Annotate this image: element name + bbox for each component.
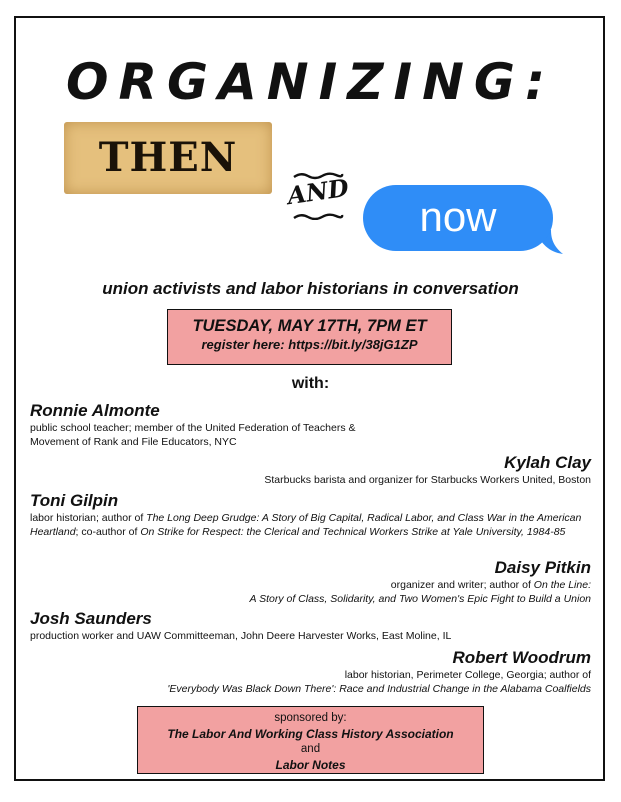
speaker-desc-line: production worker and UAW Committeeman, John Deere Harvester Works, East Moline, IL <box>30 630 452 642</box>
then-paper-label <box>64 122 272 194</box>
speaker-desc-line: public school teacher; member of the United Federation of Teachers & <box>30 422 356 434</box>
book-title: On the Line: <box>533 579 591 591</box>
speaker-name: Robert Woodrum <box>452 648 591 667</box>
and-wave-bottom-icon <box>292 212 344 220</box>
event-info-box <box>167 309 452 365</box>
register-link[interactable]: register here: https://bit.ly/38jG1ZP <box>201 337 418 352</box>
sponsor-org: Labor Notes <box>275 757 346 772</box>
speaker-name: Josh Saunders <box>30 609 152 628</box>
book-title: 'Everybody Was Black Down There' <box>167 683 334 695</box>
now-text: now <box>419 193 497 240</box>
speaker-name: Kylah Clay <box>504 453 591 472</box>
subtitle: union activists and labor historians in conversation <box>102 279 519 298</box>
desc-text: organizer and writer; author of <box>390 579 534 591</box>
flyer-title: ORGANIZING: <box>66 53 555 111</box>
then-text: THEN <box>98 134 238 181</box>
speaker-description <box>30 421 356 449</box>
speaker-robert-woodrum <box>167 647 591 696</box>
book-title: A Story of Class, Solidarity, and Two Women's Epic Fight to Build a Union <box>249 593 591 605</box>
event-date: TUESDAY, MAY 17TH, 7PM ET <box>192 317 427 335</box>
speaker-desc-line: Starbucks barista and organizer for Starbucks Workers United, Boston <box>264 474 591 486</box>
desc-text: ; co-author of <box>75 526 141 538</box>
speaker-toni-gilpin <box>30 490 595 539</box>
desc-text: labor historian; author of <box>30 512 147 524</box>
sponsor-label: sponsored by: <box>274 712 347 724</box>
speaker-name: Ronnie Almonte <box>30 401 160 420</box>
speaker-description <box>167 668 591 696</box>
book-title: The Long Deep Grudge: A Story of Big Capital, Radical Labor, and Class War in the American Heartland <box>30 512 582 538</box>
book-title: : Race and Industrial Change in the Alabama Coalfields <box>333 683 591 695</box>
speaker-name: Toni Gilpin <box>30 491 119 510</box>
speaker-description <box>30 629 451 643</box>
sponsor-box <box>137 706 484 774</box>
speaker-description <box>30 511 595 539</box>
speaker-kylah-clay <box>264 452 591 487</box>
speaker-daisy-pitkin <box>250 557 591 606</box>
speaker-name: Daisy Pitkin <box>494 558 591 577</box>
speaker-description <box>250 578 591 606</box>
and-text: AND <box>285 172 351 211</box>
speaker-josh-saunders <box>30 608 451 643</box>
sponsor-org: The Labor And Working Class History Association <box>167 726 454 741</box>
now-message-bubble <box>363 185 553 251</box>
speaker-ronnie-almonte <box>30 400 356 449</box>
desc-text: labor historian, Perimeter College, Georgia; author of <box>344 669 591 681</box>
sponsor-and: and <box>300 743 321 755</box>
book-title: On Strike for Respect: the Clerical and Technical Workers Strike at Yale University, 1984-85 <box>140 526 566 538</box>
with-heading: with: <box>291 375 330 392</box>
speaker-description <box>264 473 591 487</box>
speaker-desc-line: Movement of Rank and File Educators, NYC <box>30 436 237 448</box>
